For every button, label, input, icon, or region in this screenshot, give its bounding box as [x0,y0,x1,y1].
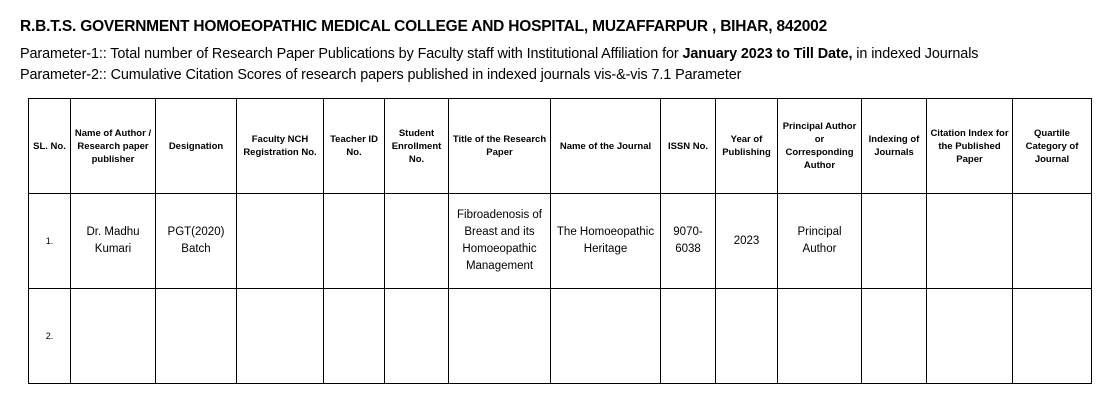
cell-sl: 2. [29,289,71,384]
cell-principal-author: Principal Author [778,194,862,289]
table-row [29,289,1092,384]
col-header-indexing: Indexing of Journals [862,99,927,194]
table-header-row [29,99,1092,194]
col-header-principal-author: Principal Author or Corresponding Author [778,99,862,194]
cell-journal-name: The Homoeopathic Heritage [551,194,661,289]
cell-quartile [1013,289,1092,384]
col-header-sl: SL. No. [29,99,71,194]
cell-sl: 1. [29,194,71,289]
cell-journal-name [551,289,661,384]
cell-paper-title: Fibroadenosis of Breast and its Homoeopathic Management [449,194,551,289]
col-header-citation-index: Citation Index for the Published Paper [927,99,1013,194]
cell-citation-index [927,289,1013,384]
cell-teacher-id [324,194,385,289]
col-header-designation: Designation [156,99,237,194]
cell-designation [156,289,237,384]
cell-teacher-id [324,289,385,384]
cell-paper-title [449,289,551,384]
cell-issn [661,289,716,384]
parameter-1-prefix: Parameter-1:: Total number of Research Paper Publications by Faculty staff with Institutional Affiliation for [20,46,683,62]
cell-year: 2023 [716,194,778,289]
table-row [29,194,1092,289]
cell-student-enrollment [385,194,449,289]
cell-citation-index [927,194,1013,289]
cell-author: Dr. Madhu Kumari [71,194,156,289]
parameter-1-suffix: in indexed Journals [852,46,979,62]
cell-student-enrollment [385,289,449,384]
parameter-1-date-range: January 2023 to Till Date, [682,46,853,62]
parameter-1-text [20,46,978,62]
col-header-paper-title: Title of the Research Paper [449,99,551,194]
cell-author [71,289,156,384]
col-header-student-enrollment: Student Enrollment No. [385,99,449,194]
cell-indexing [862,289,927,384]
col-header-teacher-id: Teacher ID No. [324,99,385,194]
cell-principal-author [778,289,862,384]
col-header-journal-name: Name of the Journal [551,99,661,194]
publications-table [28,98,1092,384]
col-header-author: Name of Author / Research paper publisher [71,99,156,194]
col-header-year: Year of Publishing [716,99,778,194]
document-title: R.B.T.S. GOVERNMENT HOMOEOPATHIC MEDICAL COLLEGE AND HOSPITAL, MUZAFFARPUR , BIHAR, 842002 [20,18,828,35]
col-header-nch-registration: Faculty NCH Registration No. [237,99,324,194]
parameter-2-text: Parameter-2:: Cumulative Citation Scores of research papers published in indexed journals vis-&-vis 7.1 Parameter [20,67,742,83]
col-header-quartile: Quartile Category of Journal [1013,99,1092,194]
cell-year [716,289,778,384]
cell-nch-registration [237,289,324,384]
cell-designation: PGT(2020) Batch [156,194,237,289]
col-header-issn: ISSN No. [661,99,716,194]
cell-indexing [862,194,927,289]
cell-quartile [1013,194,1092,289]
cell-nch-registration [237,194,324,289]
cell-issn: 9070-6038 [661,194,716,289]
